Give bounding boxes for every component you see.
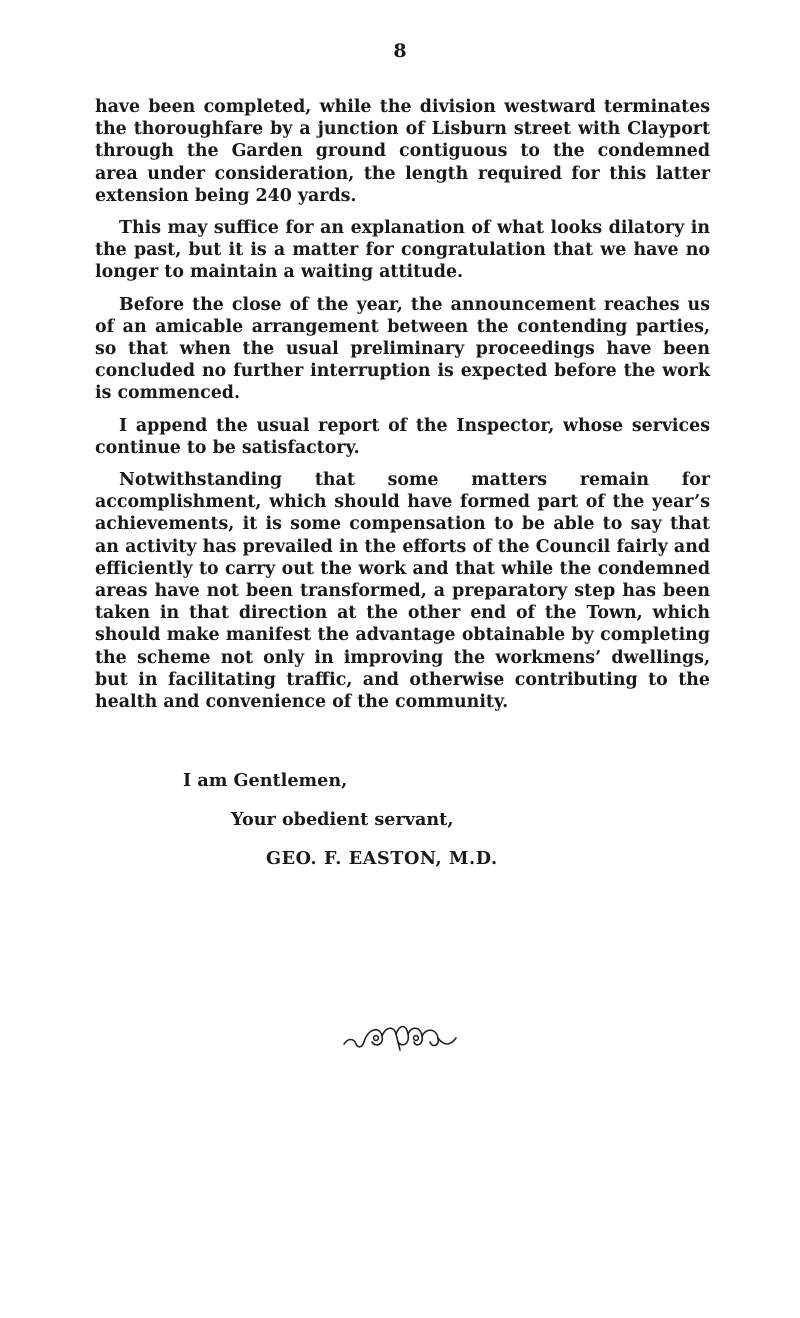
closing-greeting: I am Gentlemen, (183, 770, 348, 791)
signature: GEO. F. EASTON, M.D. (266, 848, 498, 869)
paragraph-inspector-report: I append the usual report of the Inspector, whose services continue to be satisfactory. (95, 415, 710, 458)
closing-valediction: Your obedient servant, (231, 809, 454, 830)
paragraph-council-activity: Notwithstanding that some matters remain for accomplishment, which should have formed part of the year’s achievements, it is some compensation to be able to say that an activity has prevailed in the efforts of the Council fairly and efficiently to carry out the work and that while the condemned areas have not been transformed, a preparatory step has been taken in that direction at the other end of the Town, which should make manifest the advantage obtainable by completing the scheme not only in improving the workmens’ dwellings, but in facilitating traffic, and otherwise contributing to the health and convenience of the community. (95, 470, 710, 713)
page-number: 8 (393, 40, 407, 62)
paragraph-explanation: This may suffice for an explanation of what looks dilatory in the past, but it is a matter for congratulation that we have no longer to maintain a waiting attitude. (95, 218, 710, 283)
paragraph-amicable-arrangement: Before the close of the year, the announcement reaches us of an amicable arrangement between the contending parties, so that when the usual preliminary proceedings have been concluded no further interruption is expected before the work is commenced. (95, 294, 710, 404)
decorative-flourish-icon (340, 1020, 460, 1056)
report-body (95, 96, 710, 723)
paragraph-street-extension: have been completed, while the division westward terminates the thoroughfare by a junction of Lisburn street with Clayport through the Garden ground contiguous to the condemned area under consideration, the length required for this latter extension being 240 yards. (95, 97, 710, 206)
